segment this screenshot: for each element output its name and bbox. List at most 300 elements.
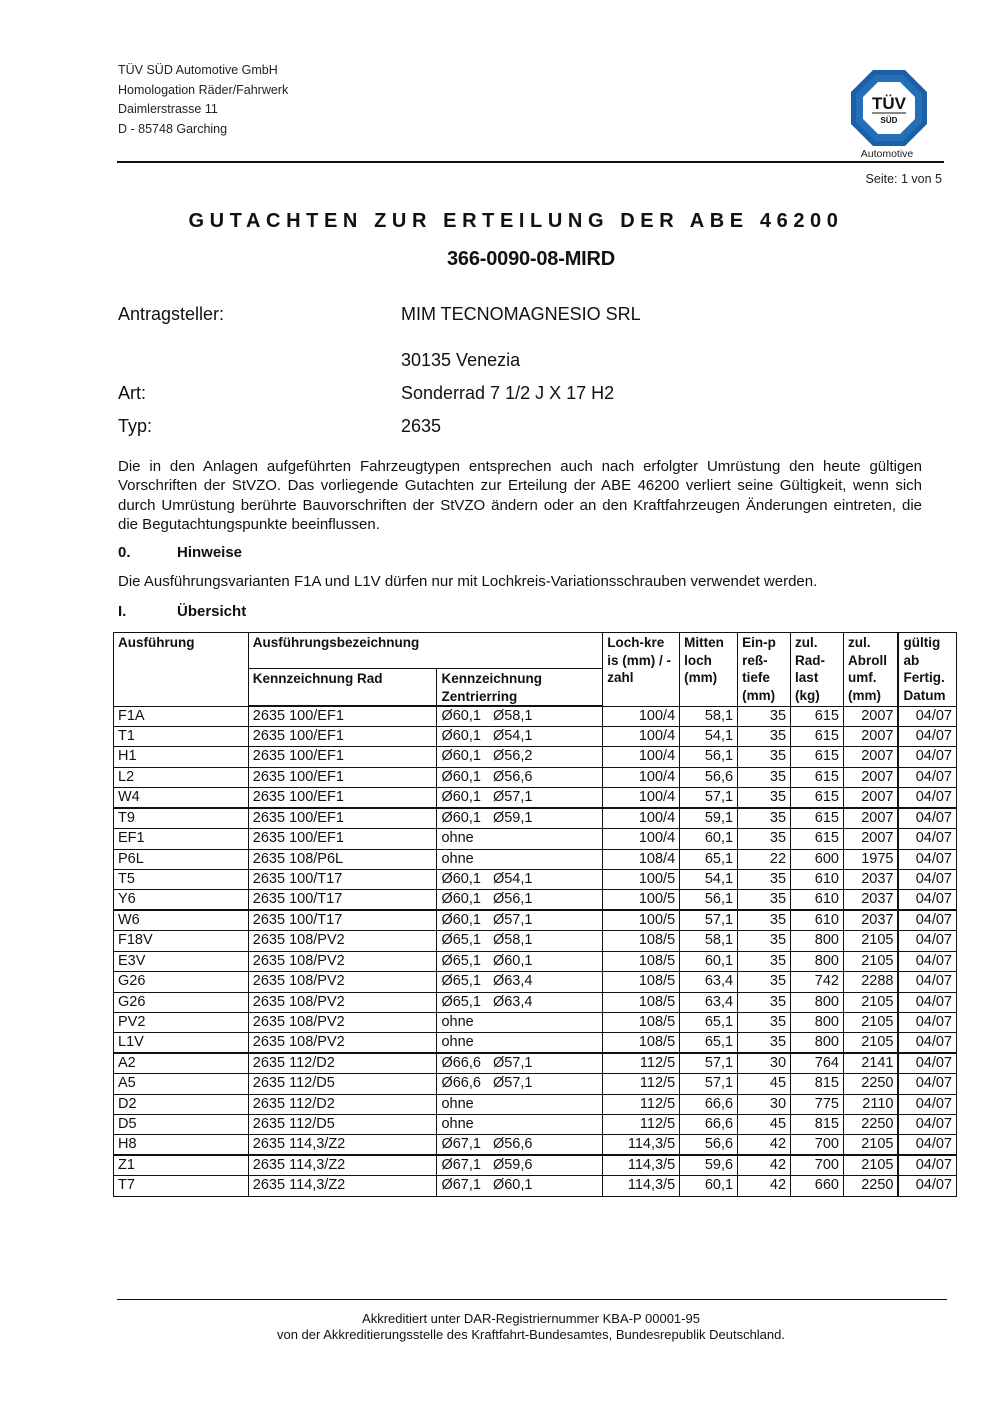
- col-header-ausfuehrung: Ausführung: [114, 633, 249, 707]
- cell-kennzeichnung-rad: 2635 108/PV2: [248, 972, 437, 992]
- table-row: [114, 951, 957, 971]
- cell-ausfuehrung: Z1: [114, 1155, 249, 1176]
- cell-abrollumfang: 2105: [843, 931, 898, 951]
- cell-radlast: 700: [791, 1155, 844, 1176]
- table-row: [114, 1176, 957, 1196]
- cell-abrollumfang: 2007: [843, 767, 898, 787]
- cell-abrollumfang: 2105: [843, 1033, 898, 1054]
- cell-ausfuehrung: EF1: [114, 829, 249, 849]
- overview-table: [113, 632, 957, 1197]
- cell-zentrierring: [437, 992, 603, 1012]
- cell-mittenloch: 60,1: [680, 1176, 738, 1196]
- ring-outer-diameter: Ø65,1: [441, 993, 481, 1010]
- table-row: [114, 829, 957, 849]
- section-title: Hinweise: [177, 544, 243, 561]
- cell-mittenloch: 66,6: [680, 1115, 738, 1135]
- cell-lochkreis: 114,3/5: [603, 1135, 680, 1156]
- col-header-kennzeichnung-rad: Kennzeichnung Rad: [248, 669, 437, 707]
- cell-mittenloch: 66,6: [680, 1094, 738, 1114]
- cell-einpresstiefe: 45: [738, 1074, 791, 1094]
- cell-abrollumfang: 2288: [843, 972, 898, 992]
- section-number: 0.: [118, 544, 131, 561]
- cell-radlast: 615: [791, 727, 844, 747]
- cell-abrollumfang: 2110: [843, 1094, 898, 1114]
- footer-line: Akkreditiert unter DAR-Registriernummer KBA-P 00001-95: [362, 1311, 700, 1326]
- table-row: [114, 767, 957, 787]
- cell-mittenloch: 56,6: [680, 1135, 738, 1156]
- cell-kennzeichnung-rad: 2635 100/EF1: [248, 727, 437, 747]
- cell-einpresstiefe: 35: [738, 1012, 791, 1032]
- ring-outer-diameter: Ø60,1: [441, 870, 481, 887]
- ring-inner-diameter: Ø56,6: [492, 1136, 533, 1153]
- table-row: [114, 808, 957, 829]
- cell-gueltig-ab: 04/07: [898, 869, 956, 889]
- cell-gueltig-ab: 04/07: [898, 931, 956, 951]
- cell-kennzeichnung-rad: 2635 114,3/Z2: [248, 1155, 437, 1176]
- cell-lochkreis: 108/4: [603, 849, 680, 869]
- ring-outer-diameter: Ø60,1: [441, 891, 481, 908]
- cell-lochkreis: 114,3/5: [603, 1155, 680, 1176]
- cell-ausfuehrung: L2: [114, 767, 249, 787]
- cell-lochkreis: 108/5: [603, 951, 680, 971]
- cell-lochkreis: 100/4: [603, 706, 680, 727]
- cell-radlast: 742: [791, 972, 844, 992]
- cell-kennzeichnung-rad: 2635 100/EF1: [248, 747, 437, 767]
- ring-outer-diameter: ohne: [441, 1116, 474, 1133]
- cell-abrollumfang: 2105: [843, 1155, 898, 1176]
- cell-radlast: 700: [791, 1135, 844, 1156]
- cell-kennzeichnung-rad: 2635 100/T17: [248, 890, 437, 911]
- cell-kennzeichnung-rad: 2635 108/P6L: [248, 849, 437, 869]
- cell-zentrierring: [437, 931, 603, 951]
- field-value: 30135 Venezia: [401, 350, 521, 370]
- cell-zentrierring: [437, 829, 603, 849]
- cell-ausfuehrung: T9: [114, 808, 249, 829]
- cell-zentrierring: [437, 951, 603, 971]
- ring-outer-diameter: Ø66,6: [441, 1075, 481, 1092]
- cell-lochkreis: 108/5: [603, 931, 680, 951]
- cell-ausfuehrung: T7: [114, 1176, 249, 1196]
- cell-kennzeichnung-rad: 2635 100/EF1: [248, 808, 437, 829]
- ring-outer-diameter: Ø60,1: [441, 768, 481, 785]
- cell-zentrierring: [437, 788, 603, 809]
- ring-outer-diameter: Ø60,1: [441, 912, 481, 929]
- cell-einpresstiefe: 35: [738, 910, 791, 931]
- field-label: Antragsteller:: [118, 304, 225, 324]
- ring-outer-diameter: Ø60,1: [441, 810, 481, 827]
- ring-outer-diameter: Ø65,1: [441, 973, 481, 990]
- cell-abrollumfang: 2105: [843, 1012, 898, 1032]
- cell-zentrierring: [437, 1176, 603, 1196]
- ring-inner-diameter: Ø63,4: [492, 993, 533, 1010]
- cell-gueltig-ab: 04/07: [898, 1115, 956, 1135]
- cell-abrollumfang: 2037: [843, 890, 898, 911]
- cell-mittenloch: 65,1: [680, 1012, 738, 1032]
- cell-lochkreis: 112/5: [603, 1094, 680, 1114]
- cell-einpresstiefe: 35: [738, 972, 791, 992]
- cell-mittenloch: 54,1: [680, 727, 738, 747]
- cell-einpresstiefe: 35: [738, 890, 791, 911]
- ring-outer-diameter: Ø60,1: [441, 728, 481, 744]
- hinweis-text: Die Ausführungsvarianten F1A und L1V dürfen nur mit Lochkreis-Variationsschrauben verwendet werden.: [118, 573, 818, 590]
- cell-einpresstiefe: 35: [738, 788, 791, 809]
- cell-kennzeichnung-rad: 2635 112/D2: [248, 1094, 437, 1114]
- field-value: MIM TECNOMAGNESIO SRL: [401, 304, 641, 324]
- cell-abrollumfang: 2007: [843, 808, 898, 829]
- cell-gueltig-ab: 04/07: [898, 1176, 956, 1196]
- cell-gueltig-ab: 04/07: [898, 829, 956, 849]
- cell-lochkreis: 108/5: [603, 972, 680, 992]
- ring-inner-diameter: Ø57,1: [492, 1055, 533, 1072]
- cell-zentrierring: [437, 767, 603, 787]
- cell-lochkreis: 100/4: [603, 788, 680, 809]
- cell-abrollumfang: 2105: [843, 992, 898, 1012]
- cell-ausfuehrung: E3V: [114, 951, 249, 971]
- cell-abrollumfang: 2007: [843, 747, 898, 767]
- cell-zentrierring: [437, 1135, 603, 1156]
- table-row: [114, 992, 957, 1012]
- cell-ausfuehrung: G26: [114, 972, 249, 992]
- cell-einpresstiefe: 42: [738, 1176, 791, 1196]
- cell-ausfuehrung: D2: [114, 1094, 249, 1114]
- col-header-gueltig-ab: gültig ab Fertig. Datum: [898, 633, 956, 707]
- col-header-einpresstiefe: Ein-p reß- tiefe (mm): [738, 633, 791, 707]
- ring-inner-diameter: Ø60,1: [492, 952, 533, 969]
- cell-kennzeichnung-rad: 2635 112/D5: [248, 1115, 437, 1135]
- cell-zentrierring: [437, 1053, 603, 1074]
- col-header-kennzeichnung-zentrierring: Kennzeichnung Zentrierring: [437, 669, 603, 707]
- ring-outer-diameter: Ø66,6: [441, 1055, 481, 1072]
- cell-kennzeichnung-rad: 2635 112/D2: [248, 1053, 437, 1074]
- cell-einpresstiefe: 35: [738, 931, 791, 951]
- cell-abrollumfang: 1975: [843, 849, 898, 869]
- cell-einpresstiefe: 35: [738, 706, 791, 727]
- cell-mittenloch: 60,1: [680, 951, 738, 971]
- cell-gueltig-ab: 04/07: [898, 1155, 956, 1176]
- ring-outer-diameter: Ø60,1: [441, 708, 481, 724]
- table-row: [114, 869, 957, 889]
- cell-mittenloch: 58,1: [680, 706, 738, 727]
- table-row: [114, 931, 957, 951]
- cell-mittenloch: 58,1: [680, 931, 738, 951]
- field-value: 2635: [401, 416, 442, 436]
- footer-divider: [117, 1299, 947, 1300]
- cell-radlast: 800: [791, 951, 844, 971]
- cell-radlast: 615: [791, 829, 844, 849]
- cell-lochkreis: 100/4: [603, 808, 680, 829]
- cell-kennzeichnung-rad: 2635 108/PV2: [248, 1012, 437, 1032]
- cell-lochkreis: 100/4: [603, 747, 680, 767]
- col-header-radlast: zul. Rad- last (kg): [791, 633, 844, 707]
- ring-inner-diameter: Ø58,1: [492, 932, 533, 949]
- cell-radlast: 615: [791, 767, 844, 787]
- table-row: [114, 788, 957, 809]
- cell-ausfuehrung: L1V: [114, 1033, 249, 1054]
- cell-mittenloch: 63,4: [680, 972, 738, 992]
- cell-einpresstiefe: 35: [738, 869, 791, 889]
- ring-inner-diameter: Ø58,1: [492, 708, 533, 724]
- cell-kennzeichnung-rad: 2635 114,3/Z2: [248, 1176, 437, 1196]
- cell-ausfuehrung: G26: [114, 992, 249, 1012]
- cell-lochkreis: 112/5: [603, 1053, 680, 1074]
- ring-inner-diameter: Ø54,1: [492, 870, 533, 887]
- cell-einpresstiefe: 35: [738, 992, 791, 1012]
- cell-ausfuehrung: T1: [114, 727, 249, 747]
- cell-abrollumfang: 2250: [843, 1074, 898, 1094]
- cell-ausfuehrung: H1: [114, 747, 249, 767]
- ring-outer-diameter: ohne: [441, 850, 474, 867]
- table-row: [114, 849, 957, 869]
- cell-einpresstiefe: 35: [738, 1033, 791, 1054]
- page-indicator: Seite: 1 von 5: [865, 172, 942, 186]
- cell-ausfuehrung: A2: [114, 1053, 249, 1074]
- address-line: TÜV SÜD Automotive GmbH: [118, 63, 278, 77]
- cell-radlast: 615: [791, 808, 844, 829]
- cell-gueltig-ab: 04/07: [898, 1053, 956, 1074]
- cell-zentrierring: [437, 706, 603, 727]
- field-label: Art:: [118, 383, 147, 403]
- cell-zentrierring: [437, 1012, 603, 1032]
- table-body: [114, 706, 957, 1196]
- ring-inner-diameter: Ø56,1: [492, 891, 533, 908]
- address-line: Homologation Räder/Fahrwerk: [118, 82, 289, 97]
- cell-ausfuehrung: P6L: [114, 849, 249, 869]
- cell-lochkreis: 108/5: [603, 992, 680, 1012]
- ring-inner-diameter: Ø57,1: [492, 912, 533, 929]
- ring-inner-diameter: Ø57,1: [492, 1075, 533, 1092]
- cell-lochkreis: 100/4: [603, 829, 680, 849]
- cell-zentrierring: [437, 972, 603, 992]
- cell-abrollumfang: 2105: [843, 951, 898, 971]
- col-header-mittenloch: Mitten loch (mm): [680, 633, 738, 707]
- cell-radlast: 615: [791, 706, 844, 727]
- cell-radlast: 600: [791, 849, 844, 869]
- footer-line: von der Akkreditierungsstelle des Kraftfahrt-Bundesamtes, Bundesrepublik Deutschland.: [276, 1327, 785, 1342]
- cell-zentrierring: [437, 910, 603, 931]
- cell-zentrierring: [437, 869, 603, 889]
- cell-radlast: 800: [791, 931, 844, 951]
- cell-lochkreis: 100/5: [603, 910, 680, 931]
- cell-radlast: 764: [791, 1053, 844, 1074]
- cell-ausfuehrung: A5: [114, 1074, 249, 1094]
- cell-gueltig-ab: 04/07: [898, 767, 956, 787]
- cell-gueltig-ab: 04/07: [898, 890, 956, 911]
- cell-mittenloch: 57,1: [680, 788, 738, 809]
- col-header-lochkreis: Loch-kre is (mm) / -zahl: [603, 633, 680, 707]
- ring-outer-diameter: ohne: [441, 1095, 474, 1112]
- cell-abrollumfang: 2250: [843, 1176, 898, 1196]
- cell-radlast: 815: [791, 1074, 844, 1094]
- ring-outer-diameter: Ø60,1: [441, 789, 481, 806]
- cell-kennzeichnung-rad: 2635 108/PV2: [248, 931, 437, 951]
- cell-gueltig-ab: 04/07: [898, 1094, 956, 1114]
- table-row: [114, 1155, 957, 1176]
- cell-ausfuehrung: PV2: [114, 1012, 249, 1032]
- cell-lochkreis: 108/5: [603, 1033, 680, 1054]
- cell-kennzeichnung-rad: 2635 114,3/Z2: [248, 1135, 437, 1156]
- cell-lochkreis: 108/5: [603, 1012, 680, 1032]
- cell-radlast: 610: [791, 869, 844, 889]
- ring-inner-diameter: Ø56,2: [492, 748, 533, 765]
- ring-inner-diameter: Ø63,4: [492, 973, 533, 990]
- cell-einpresstiefe: 30: [738, 1053, 791, 1074]
- ring-outer-diameter: Ø65,1: [441, 932, 481, 949]
- cell-zentrierring: [437, 727, 603, 747]
- cell-mittenloch: 65,1: [680, 849, 738, 869]
- cell-zentrierring: [437, 1074, 603, 1094]
- table-row: [114, 747, 957, 767]
- intro-paragraph: Die in den Anlagen aufgeführten Fahrzeugtypen entsprechen auch nach erfolgter Umrüstung den heute gültigen Vorschriften der StVZO. Das vorliegende Gutachten zur Erteilung der ABE 46200 verliert seine Gültigkeit, wenn sich durch Umrüstung berührte Bauvorschriften der StVZO ändern oder an den Kraftfahrzeugen Änderungen eintreten, die die Begutachtungspunkte beeinflussen.: [118, 458, 922, 533]
- table-row: [114, 706, 957, 727]
- table-row: [114, 1094, 957, 1114]
- ring-outer-diameter: Ø60,1: [441, 748, 481, 765]
- cell-gueltig-ab: 04/07: [898, 1074, 956, 1094]
- ring-inner-diameter: Ø57,1: [492, 789, 533, 806]
- tuev-sued-logo-icon: [850, 69, 928, 147]
- cell-einpresstiefe: 45: [738, 1115, 791, 1135]
- field-value: Sonderrad 7 1/2 J X 17 H2: [401, 383, 615, 403]
- cell-mittenloch: 65,1: [680, 1033, 738, 1054]
- cell-radlast: 800: [791, 1033, 844, 1054]
- cell-radlast: 800: [791, 992, 844, 1012]
- cell-zentrierring: [437, 747, 603, 767]
- cell-kennzeichnung-rad: 2635 112/D5: [248, 1074, 437, 1094]
- cell-ausfuehrung: T5: [114, 869, 249, 889]
- cell-mittenloch: 54,1: [680, 869, 738, 889]
- cell-ausfuehrung: W6: [114, 910, 249, 931]
- ring-outer-diameter: Ø67,1: [441, 1136, 481, 1153]
- table-row: [114, 1115, 957, 1135]
- cell-zentrierring: [437, 1155, 603, 1176]
- cell-kennzeichnung-rad: 2635 100/EF1: [248, 706, 437, 727]
- cell-zentrierring: [437, 1033, 603, 1054]
- cell-gueltig-ab: 04/07: [898, 972, 956, 992]
- table-row: [114, 1053, 957, 1074]
- table-row: [114, 972, 957, 992]
- table-row: [114, 1074, 957, 1094]
- section-number: I.: [118, 603, 127, 620]
- field-label: Typ:: [118, 416, 153, 436]
- cell-radlast: 615: [791, 788, 844, 809]
- document-title: GUTACHTEN ZUR ERTEILUNG DER ABE 46200: [188, 210, 844, 232]
- address-line: D - 85748 Garching: [118, 121, 228, 136]
- cell-abrollumfang: 2037: [843, 869, 898, 889]
- cell-gueltig-ab: 04/07: [898, 910, 956, 931]
- cell-gueltig-ab: 04/07: [898, 706, 956, 727]
- logo-text-top: TÜV: [872, 94, 906, 113]
- cell-lochkreis: 100/4: [603, 727, 680, 747]
- ring-outer-diameter: ohne: [441, 830, 474, 847]
- cell-radlast: 610: [791, 910, 844, 931]
- cell-einpresstiefe: 35: [738, 829, 791, 849]
- cell-abrollumfang: 2007: [843, 829, 898, 849]
- cell-ausfuehrung: F18V: [114, 931, 249, 951]
- cell-mittenloch: 57,1: [680, 1053, 738, 1074]
- logo-caption: Automotive: [860, 148, 914, 160]
- cell-radlast: 815: [791, 1115, 844, 1135]
- cell-einpresstiefe: 42: [738, 1155, 791, 1176]
- cell-radlast: 660: [791, 1176, 844, 1196]
- cell-kennzeichnung-rad: 2635 108/PV2: [248, 951, 437, 971]
- logo-text-bottom: SÜD: [880, 116, 898, 125]
- cell-einpresstiefe: 35: [738, 727, 791, 747]
- cell-ausfuehrung: F1A: [114, 706, 249, 727]
- cell-lochkreis: 100/4: [603, 767, 680, 787]
- table-row: [114, 727, 957, 747]
- cell-abrollumfang: 2007: [843, 727, 898, 747]
- cell-mittenloch: 57,1: [680, 1074, 738, 1094]
- cell-einpresstiefe: 35: [738, 808, 791, 829]
- footer: [0, 1311, 992, 1343]
- cell-gueltig-ab: 04/07: [898, 727, 956, 747]
- cell-kennzeichnung-rad: 2635 100/EF1: [248, 788, 437, 809]
- cell-abrollumfang: 2007: [843, 788, 898, 809]
- cell-ausfuehrung: D5: [114, 1115, 249, 1135]
- cell-mittenloch: 59,1: [680, 808, 738, 829]
- table-row: [114, 1033, 957, 1054]
- cell-gueltig-ab: 04/07: [898, 747, 956, 767]
- table-row: [114, 890, 957, 911]
- ring-inner-diameter: Ø54,1: [492, 728, 533, 744]
- cell-zentrierring: [437, 1115, 603, 1135]
- section-title: Übersicht: [177, 603, 247, 620]
- cell-kennzeichnung-rad: 2635 108/PV2: [248, 1033, 437, 1054]
- cell-radlast: 615: [791, 747, 844, 767]
- table-header-row: [114, 633, 957, 669]
- cell-gueltig-ab: 04/07: [898, 849, 956, 869]
- ring-outer-diameter: Ø67,1: [441, 1157, 481, 1174]
- cell-gueltig-ab: 04/07: [898, 788, 956, 809]
- cell-mittenloch: 56,1: [680, 747, 738, 767]
- cell-mittenloch: 57,1: [680, 910, 738, 931]
- cell-gueltig-ab: 04/07: [898, 1033, 956, 1054]
- cell-einpresstiefe: 35: [738, 747, 791, 767]
- cell-zentrierring: [437, 1094, 603, 1114]
- cell-abrollumfang: 2105: [843, 1135, 898, 1156]
- cell-radlast: 775: [791, 1094, 844, 1114]
- table-row: [114, 1135, 957, 1156]
- cell-mittenloch: 56,1: [680, 890, 738, 911]
- cell-ausfuehrung: Y6: [114, 890, 249, 911]
- cell-ausfuehrung: H8: [114, 1135, 249, 1156]
- ring-outer-diameter: ohne: [441, 1013, 474, 1030]
- ring-inner-diameter: Ø56,6: [492, 768, 533, 785]
- cell-radlast: 800: [791, 1012, 844, 1032]
- cell-lochkreis: 114,3/5: [603, 1176, 680, 1196]
- cell-einpresstiefe: 42: [738, 1135, 791, 1156]
- cell-mittenloch: 59,6: [680, 1155, 738, 1176]
- ring-inner-diameter: Ø59,6: [492, 1157, 533, 1174]
- ring-outer-diameter: Ø65,1: [441, 952, 481, 969]
- cell-abrollumfang: 2250: [843, 1115, 898, 1135]
- table-row: [114, 1012, 957, 1032]
- cell-lochkreis: 112/5: [603, 1115, 680, 1135]
- cell-einpresstiefe: 35: [738, 767, 791, 787]
- cell-kennzeichnung-rad: 2635 108/PV2: [248, 992, 437, 1012]
- cell-gueltig-ab: 04/07: [898, 1012, 956, 1032]
- cell-abrollumfang: 2037: [843, 910, 898, 931]
- cell-kennzeichnung-rad: 2635 100/EF1: [248, 829, 437, 849]
- col-header-bezeichnung: Ausführungsbezeichnung: [248, 633, 602, 669]
- cell-zentrierring: [437, 849, 603, 869]
- cell-mittenloch: 56,6: [680, 767, 738, 787]
- cell-abrollumfang: 2141: [843, 1053, 898, 1074]
- header-divider: [117, 161, 944, 163]
- cell-einpresstiefe: 30: [738, 1094, 791, 1114]
- col-header-abrollumfang: zul. Abroll umf. (mm): [843, 633, 898, 707]
- cell-einpresstiefe: 22: [738, 849, 791, 869]
- cell-lochkreis: 112/5: [603, 1074, 680, 1094]
